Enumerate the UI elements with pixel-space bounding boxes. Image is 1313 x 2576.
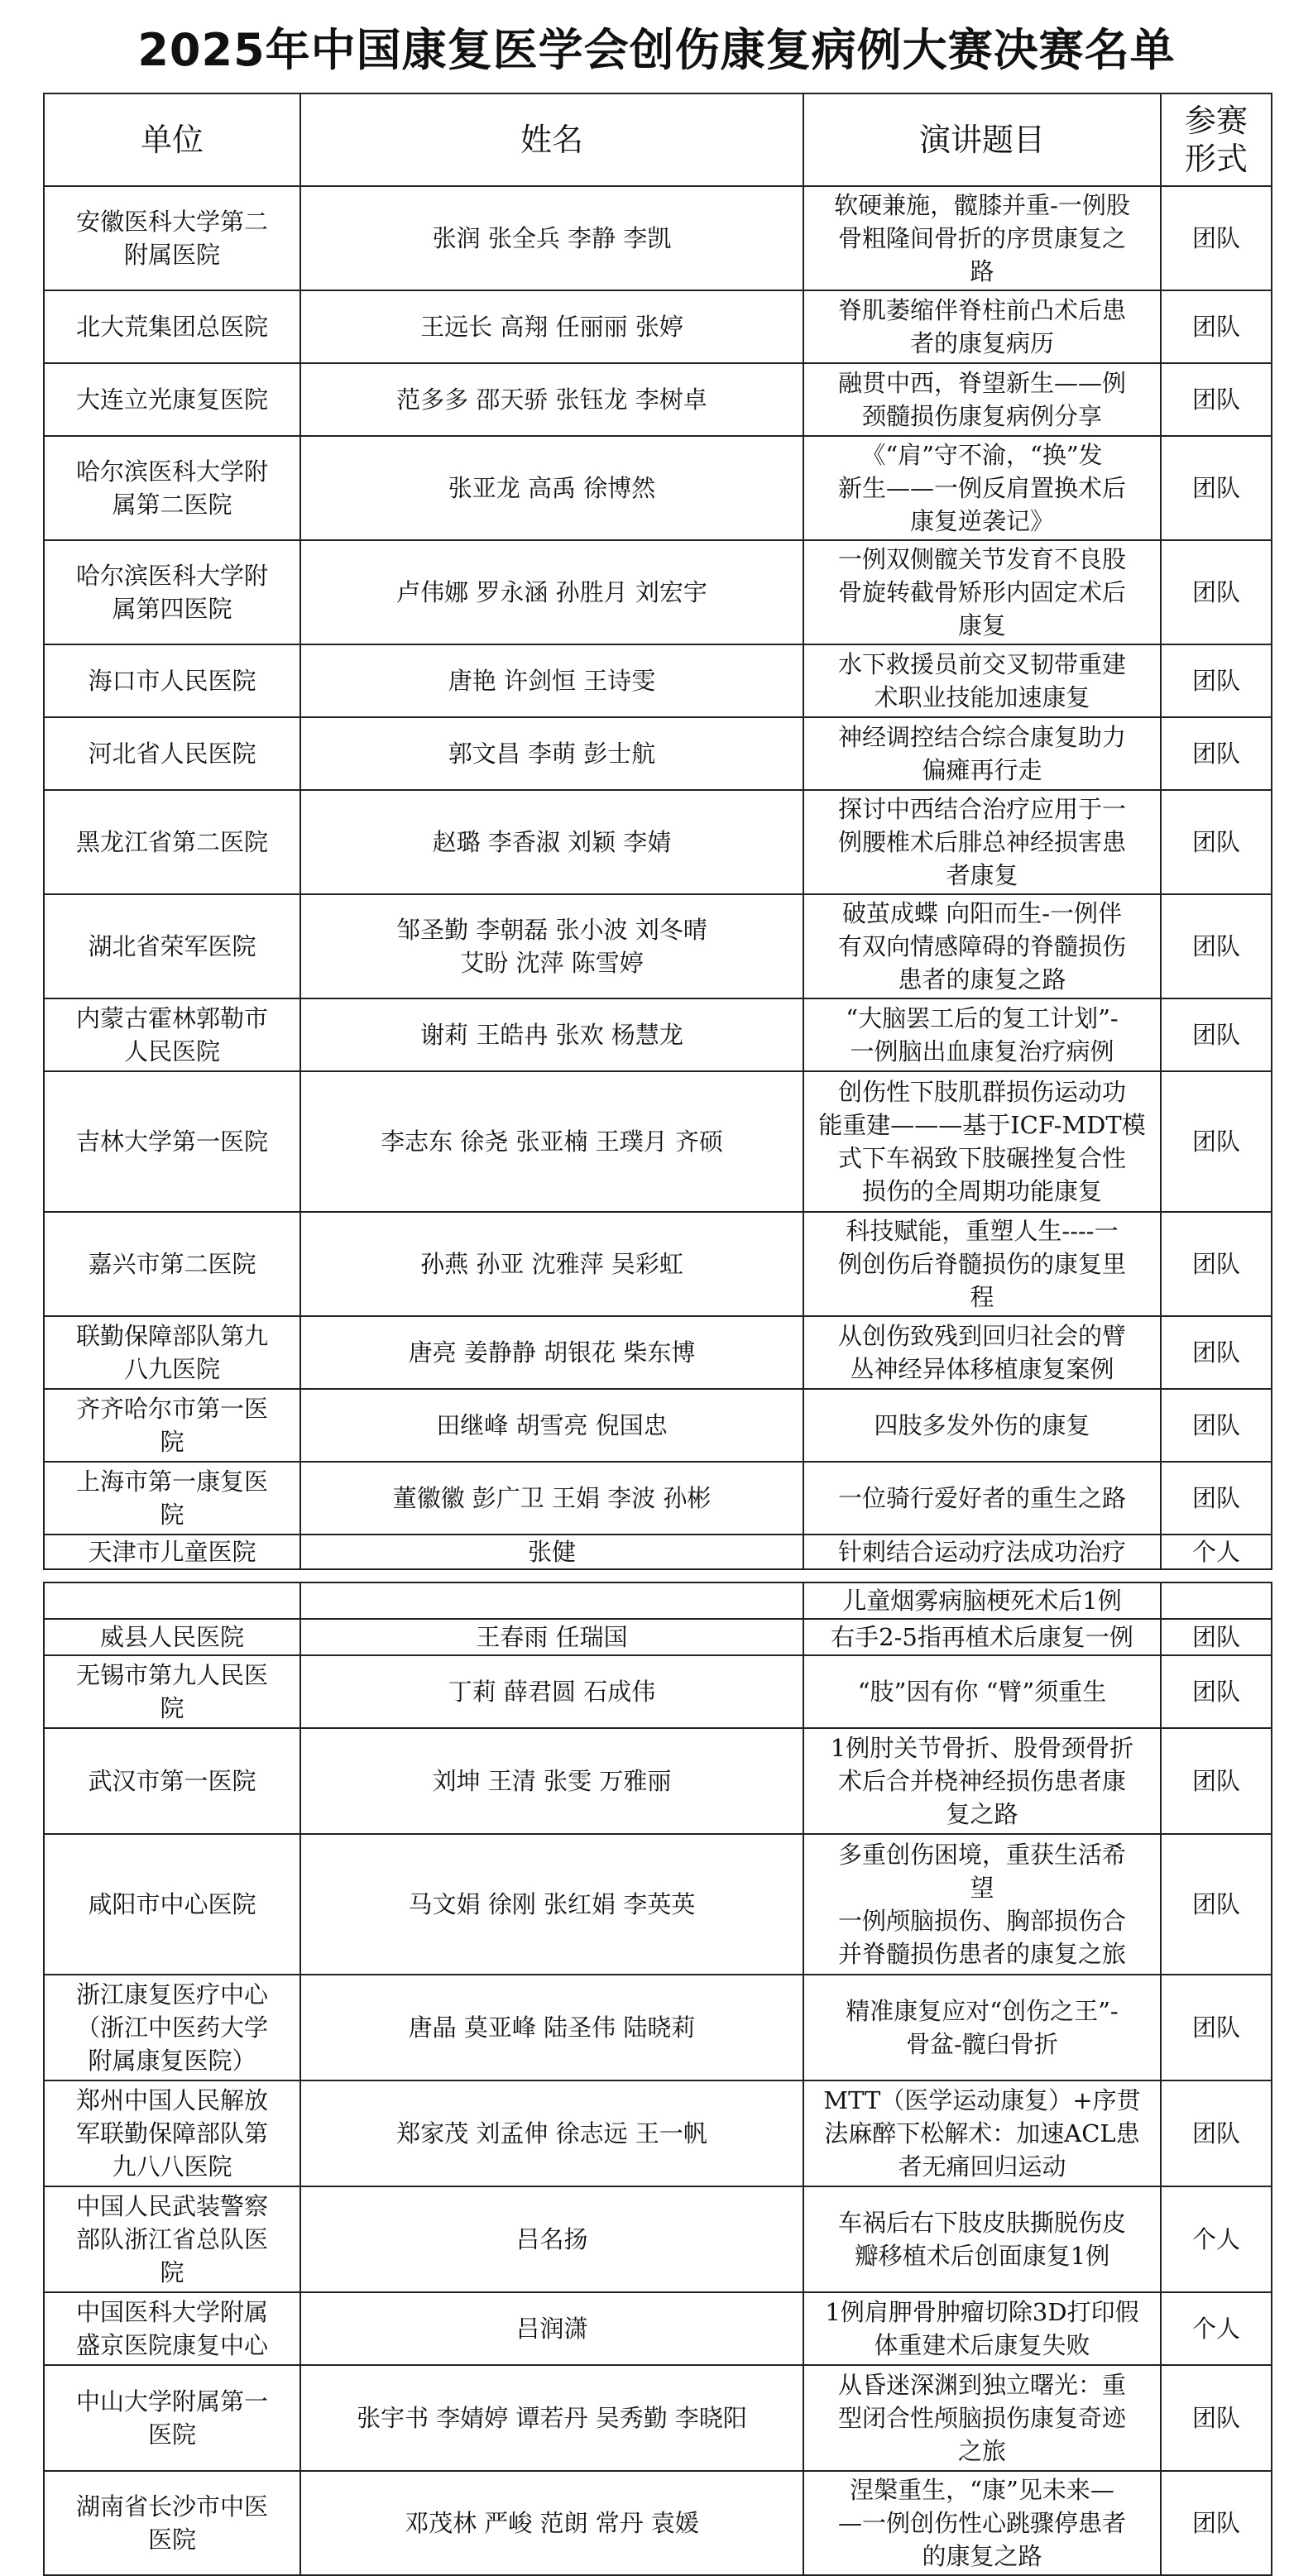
cell-org: [44, 1389, 300, 1462]
cell-format: 团队: [1161, 436, 1272, 540]
cell-names: 刘坤 王清 张雯 万雅丽: [300, 1728, 803, 1834]
table-row: [44, 1389, 1272, 1462]
org-line: 盛京医院康复中心: [75, 2331, 268, 2359]
org-line: 哈尔滨医科大学附: [75, 457, 268, 486]
cell-format: 团队: [1161, 290, 1272, 363]
org-line: 联勤保障部队第九: [75, 1322, 268, 1350]
cell-org: [44, 1975, 300, 2080]
cell-org: [44, 186, 300, 290]
cell-topic: [803, 1655, 1161, 1728]
topic-line: 一例双侧髋关节发育不良股: [837, 545, 1126, 573]
topic-line: 涅槃重生，“康”见未来—: [850, 2476, 1114, 2504]
org-line: 威县人民医院: [99, 1623, 244, 1651]
topic-line: 瓣移植术后创面康复1例: [854, 2242, 1110, 2270]
org-line: 内蒙古霍林郭勒市: [75, 1004, 268, 1032]
page-title: 2025年中国康复医学会创伤康复病例大赛决赛名单: [137, 24, 1176, 76]
topic-line: 法麻醉下松解术：加速ACL患: [824, 2119, 1140, 2147]
cell-format: 个人: [1161, 1535, 1272, 1569]
topic-line: 者无痛回归运动: [898, 2152, 1066, 2181]
cell-names: 谢莉 王皓冉 张欢 杨慧龙: [300, 998, 803, 1071]
cell-format: 团队: [1161, 186, 1272, 290]
org-line: 属第二医院: [112, 491, 232, 519]
cell-names: 田继峰 胡雪亮 倪国忠: [300, 1389, 803, 1462]
topic-line: 脊肌萎缩伴脊柱前凸术后患: [837, 296, 1126, 324]
topic-line: 损伤的全周期功能康复: [861, 1177, 1102, 1205]
topic-line: 康复: [957, 611, 1006, 639]
cell-org: [44, 363, 300, 436]
topic-line: 精准康复应对“创伤之王”-: [846, 1997, 1119, 2025]
cell-format: 团队: [1161, 1071, 1272, 1212]
cell-topic: [803, 290, 1161, 363]
cell-format: 团队: [1161, 2471, 1272, 2575]
cell-org: [44, 290, 300, 363]
org-line: 属第四医院: [112, 595, 232, 623]
topic-line: “大脑罢工后的复工计划”-: [846, 1004, 1119, 1032]
cell-topic: [803, 2292, 1161, 2365]
org-line: 北大荒集团总医院: [75, 313, 268, 341]
table-row: [44, 1975, 1272, 2080]
table-row: [44, 1619, 1272, 1655]
topic-line: 骨粗隆间骨折的序贯康复之: [837, 224, 1126, 252]
topic-line: 之旅: [957, 2437, 1006, 2465]
cell-topic: [803, 363, 1161, 436]
topic-line: 康复逆袭记》: [909, 507, 1054, 535]
cell-topic: [803, 1535, 1161, 1569]
org-line: 上海市第一康复医: [75, 1468, 268, 1496]
org-line: 院: [160, 2258, 184, 2286]
topic-line: 水下救援员前交叉韧带重建: [837, 650, 1126, 678]
topic-line: 颈髓损伤康复病例分享: [861, 402, 1102, 430]
cell-names: 张润 张全兵 李静 李凯: [300, 186, 803, 290]
org-line: 武汉市第一医院: [88, 1767, 256, 1795]
cell-names: 唐晶 莫亚峰 陆圣伟 陆晓莉: [300, 1975, 803, 2080]
cell-format: [1161, 1582, 1272, 1619]
cell-format: 团队: [1161, 1619, 1272, 1655]
table-row: [44, 2471, 1272, 2575]
cell-topic: [803, 1462, 1161, 1535]
org-line: 军联勤保障部队第: [75, 2119, 268, 2147]
cell-names: 赵璐 李香淑 刘颖 李婧: [300, 790, 803, 894]
cell-topic: [803, 1389, 1161, 1462]
cell-org: [44, 644, 300, 717]
cell-topic: [803, 2471, 1161, 2575]
cell-topic: [803, 540, 1161, 644]
cell-org: [44, 2365, 300, 2471]
cell-names: [300, 1582, 803, 1619]
cell-org: [44, 998, 300, 1071]
cell-org: [44, 790, 300, 894]
org-line: 海口市人民医院: [88, 667, 256, 695]
cell-names: 唐亮 姜静静 胡银花 柴东博: [300, 1316, 803, 1389]
cell-topic: [803, 2186, 1161, 2292]
cell-names: 郑家茂 刘孟伸 徐志远 王一帆: [300, 2080, 803, 2186]
topic-line: 程: [970, 1283, 994, 1311]
topic-line: 创伤性下肢肌群损伤运动功: [837, 1078, 1126, 1106]
table-row: [44, 436, 1272, 540]
org-line: 浙江康复医疗中心: [75, 1980, 268, 2009]
cell-org: [44, 1316, 300, 1389]
cell-topic: [803, 1834, 1161, 1975]
cell-names: 王春雨 任瑞国: [300, 1619, 803, 1655]
org-line: 附属康复医院）: [88, 2047, 256, 2075]
org-line: 八九医院: [123, 1355, 220, 1383]
org-line: 中国人民武装警察: [75, 2192, 268, 2220]
topic-line: 一例颅脑损伤、胸部损伤合: [837, 1907, 1126, 1935]
cell-topic: [803, 1728, 1161, 1834]
org-line: 安徽医科大学第二: [75, 208, 268, 236]
cell-names: 孙燕 孙亚 沈雅萍 吴彩虹: [300, 1212, 803, 1316]
cell-format: 团队: [1161, 1655, 1272, 1728]
table-header-row: [44, 93, 1272, 186]
topic-line: 1例肘关节骨折、股骨颈骨折: [830, 1734, 1134, 1762]
table-row: [44, 1462, 1272, 1535]
org-line: 咸阳市中心医院: [88, 1890, 256, 1918]
cell-names: 张宇书 李婧婷 谭若丹 吴秀勤 李晓阳: [300, 2365, 803, 2471]
cell-names: 邹圣勤 李朝磊 张小波 刘冬晴 艾盼 沈萍 陈雪婷: [300, 894, 803, 998]
topic-line: 偏瘫再行走: [922, 756, 1042, 784]
cell-topic: [803, 1619, 1161, 1655]
cell-names: 卢伟娜 罗永涵 孙胜月 刘宏宇: [300, 540, 803, 644]
cell-topic: [803, 717, 1161, 790]
topic-line: 术后合并桡神经损伤患者康: [837, 1767, 1126, 1795]
org-line: 院: [160, 1501, 184, 1529]
cell-org: [44, 1212, 300, 1316]
org-line: 部队浙江省总队医: [75, 2225, 268, 2253]
table-row: [44, 717, 1272, 790]
cell-names: 邓茂林 严峻 范朗 常丹 袁媛: [300, 2471, 803, 2575]
cell-format: 团队: [1161, 1728, 1272, 1834]
cell-format: 团队: [1161, 2080, 1272, 2186]
topic-line: 的康复之路: [922, 2542, 1042, 2570]
cell-topic: [803, 186, 1161, 290]
cell-format: 团队: [1161, 1462, 1272, 1535]
org-line: 郑州中国人民解放: [75, 2086, 268, 2114]
header-format: 参赛 形式: [1161, 93, 1272, 186]
topic-line: 车祸后右下肢皮肤撕脱伤皮: [837, 2209, 1126, 2237]
cell-format: 团队: [1161, 790, 1272, 894]
table-row: [44, 290, 1272, 363]
cell-format: 团队: [1161, 1975, 1272, 2080]
table-row: [44, 2186, 1272, 2292]
org-line: 人民医院: [123, 1037, 220, 1065]
cell-names: 张亚龙 高禹 徐博然: [300, 436, 803, 540]
cell-topic: [803, 2365, 1161, 2471]
topic-line: 式下车祸致下肢碾挫复合性: [837, 1144, 1126, 1172]
topic-line: 复之路: [946, 1800, 1018, 1828]
topic-line: 丛神经异体移植康复案例: [850, 1355, 1114, 1383]
topic-line: 从昏迷深渊到独立曙光：重: [837, 2371, 1126, 2399]
org-line: 中山大学附属第一: [75, 2387, 268, 2416]
topic-line: 神经调控结合综合康复助力: [837, 723, 1126, 751]
cell-topic: [803, 790, 1161, 894]
cell-format: 团队: [1161, 998, 1272, 1071]
table-row: [44, 1728, 1272, 1834]
table-row: [44, 186, 1272, 290]
cell-format: 团队: [1161, 1212, 1272, 1316]
header-names: 姓名: [300, 93, 803, 186]
header-org: 单位: [44, 93, 300, 186]
table-row: [44, 998, 1272, 1071]
cell-org: [44, 1619, 300, 1655]
topic-line: 一位骑行爱好者的重生之路: [837, 1484, 1126, 1512]
org-line: 河北省人民医院: [88, 740, 256, 768]
org-line: 哈尔滨医科大学附: [75, 562, 268, 590]
cell-org: [44, 2080, 300, 2186]
topic-line: 从创伤致残到回归社会的臂: [837, 1322, 1126, 1350]
org-line: 医院: [147, 2420, 196, 2449]
cell-topic: [803, 644, 1161, 717]
cell-org: [44, 1535, 300, 1569]
cell-org: [44, 1655, 300, 1728]
topic-line: 多重创伤困境，重获生活希: [837, 1841, 1126, 1869]
cell-names: 吕润潇: [300, 2292, 803, 2365]
cell-org: [44, 894, 300, 998]
cell-names: 董徽徽 彭广卫 王娟 李波 孙彬: [300, 1462, 803, 1535]
cell-topic: [803, 1975, 1161, 2080]
cell-format: 团队: [1161, 2365, 1272, 2471]
topic-line: 儿童烟雾病脑梗死术后1例: [842, 1587, 1122, 1615]
cell-org: [44, 2186, 300, 2292]
cell-format: 团队: [1161, 1834, 1272, 1975]
cell-org: [44, 1071, 300, 1212]
topic-line: 右手2-5指再植术后康复一例: [831, 1623, 1133, 1651]
header-topic: 演讲题目: [803, 93, 1161, 186]
cell-format: 团队: [1161, 1389, 1272, 1462]
cell-topic: [803, 2080, 1161, 2186]
cell-org: [44, 1582, 300, 1619]
cell-names: 郭文昌 李萌 彭士航: [300, 717, 803, 790]
org-line: （浙江中医药大学: [75, 2013, 268, 2042]
org-line: 齐齐哈尔市第一医: [75, 1395, 268, 1423]
table-row: [44, 1655, 1272, 1728]
cell-topic: [803, 1212, 1161, 1316]
cell-topic: [803, 1316, 1161, 1389]
table-row: [44, 1212, 1272, 1316]
topic-line: 并脊髓损伤患者的康复之旅: [837, 1940, 1126, 1968]
topic-line: 针刺结合运动疗法成功治疗: [837, 1538, 1126, 1566]
table-row: [44, 790, 1272, 894]
topic-line: 《“肩”守不渝，“换”发: [861, 441, 1103, 469]
cell-org: [44, 1834, 300, 1975]
topic-line: 探讨中西结合治疗应用于一: [837, 795, 1126, 823]
topic-line: —一例创伤性心跳骤停患者: [837, 2509, 1126, 2537]
topic-line: 1例肩胛骨肿瘤切除3D打印假: [825, 2298, 1139, 2326]
table-row: [44, 2080, 1272, 2186]
org-line: 湖北省荣军医院: [88, 932, 256, 960]
table-row: [44, 1071, 1272, 1212]
topic-line: 一例脑出血康复治疗病例: [850, 1037, 1114, 1065]
cell-topic: [803, 1071, 1161, 1212]
topic-line: 者康复: [946, 861, 1018, 889]
topic-line: 术职业技能加速康复: [874, 683, 1090, 711]
cell-topic: [803, 1582, 1161, 1619]
topic-line: 路: [970, 257, 994, 285]
topic-line: MTT（医学运动康复）+序贯: [823, 2086, 1141, 2114]
cell-format: 团队: [1161, 717, 1272, 790]
cell-format: 团队: [1161, 540, 1272, 644]
topic-line: 患者的康复之路: [898, 965, 1066, 994]
cell-topic: [803, 436, 1161, 540]
topic-line: 型闭合性颅脑损伤康复奇迹: [837, 2404, 1126, 2432]
cell-format: 个人: [1161, 2292, 1272, 2365]
org-line: 大连立光康复医院: [75, 385, 268, 414]
cell-org: [44, 1462, 300, 1535]
cell-topic: [803, 894, 1161, 998]
cell-org: [44, 1728, 300, 1834]
finalist-table-part-1: [43, 93, 1272, 1570]
topic-line: 新生——一例反肩置换术后: [837, 474, 1126, 502]
topic-line: 骨旋转截骨矫形内固定术后: [837, 578, 1126, 606]
cell-names: 马文娟 徐刚 张红娟 李英英: [300, 1834, 803, 1975]
table-row: [44, 1316, 1272, 1389]
org-line: 院: [160, 1694, 184, 1722]
table-row: [44, 1582, 1272, 1619]
cell-names: 王远长 高翔 任丽丽 张婷: [300, 290, 803, 363]
topic-line: 软硬兼施，髋膝并重-一例股: [834, 191, 1130, 219]
cell-names: 范多多 邵天骄 张钰龙 李树卓: [300, 363, 803, 436]
topic-line: 融贯中西，脊望新生——例: [837, 369, 1126, 397]
cell-topic: [803, 998, 1161, 1071]
table-row: [44, 2365, 1272, 2471]
topic-line: 骨盆-髋臼骨折: [906, 2030, 1058, 2058]
topic-line: 能重建———基于ICF-MDT模: [818, 1111, 1146, 1139]
cell-org: [44, 717, 300, 790]
cell-names: 吕名扬: [300, 2186, 803, 2292]
table-row: [44, 894, 1272, 998]
cell-format: 个人: [1161, 2186, 1272, 2292]
cell-names: 唐艳 许剑恒 王诗雯: [300, 644, 803, 717]
table-row: [44, 540, 1272, 644]
cell-format: 团队: [1161, 644, 1272, 717]
finalist-table-part-2: [43, 1582, 1272, 2576]
org-line: 中国医科大学附属: [75, 2298, 268, 2326]
org-line: 黑龙江省第二医院: [75, 828, 268, 856]
org-line: 九八八医院: [112, 2152, 232, 2181]
table-row: [44, 2292, 1272, 2365]
cell-names: 张健: [300, 1535, 803, 1569]
topic-line: 例腰椎术后腓总神经损害患: [837, 828, 1126, 856]
org-line: 吉林大学第一医院: [75, 1128, 268, 1156]
cell-format: 团队: [1161, 363, 1272, 436]
topic-line: 体重建术后康复失败: [874, 2331, 1090, 2359]
org-line: 无锡市第九人民医: [75, 1661, 268, 1689]
org-line: 附属医院: [123, 241, 220, 269]
org-line: 湖南省长沙市中医: [75, 2492, 268, 2521]
table-row: [44, 1834, 1272, 1975]
org-line: 嘉兴市第二医院: [88, 1250, 256, 1278]
cell-names: 丁莉 薛君圆 石成伟: [300, 1655, 803, 1728]
cell-format: 团队: [1161, 894, 1272, 998]
topic-line: 有双向情感障碍的脊髓损伤: [837, 932, 1126, 960]
table-row: [44, 363, 1272, 436]
cell-org: [44, 2471, 300, 2575]
cell-org: [44, 540, 300, 644]
org-line: 医院: [147, 2526, 196, 2554]
topic-line: 四肢多发外伤的康复: [874, 1411, 1090, 1439]
topic-line: 破茧成蝶 向阳而生-一例伴: [841, 899, 1123, 927]
cell-org: [44, 2292, 300, 2365]
cell-names: 李志东 徐尧 张亚楠 王璞月 齐硕: [300, 1071, 803, 1212]
topic-line: 科技赋能，重塑人生----一: [846, 1217, 1119, 1245]
table-row: [44, 1535, 1272, 1569]
table-row: [44, 644, 1272, 717]
topic-line: 例创伤后脊髓损伤的康复里: [837, 1250, 1126, 1278]
org-line: 院: [160, 1428, 184, 1456]
topic-line: “肢”因有你 “臂”须重生: [857, 1678, 1107, 1706]
cell-format: 团队: [1161, 1316, 1272, 1389]
topic-line: 者的康复病历: [909, 329, 1054, 357]
org-line: 天津市儿童医院: [88, 1538, 256, 1566]
cell-org: [44, 436, 300, 540]
topic-line: 望: [970, 1874, 994, 1902]
